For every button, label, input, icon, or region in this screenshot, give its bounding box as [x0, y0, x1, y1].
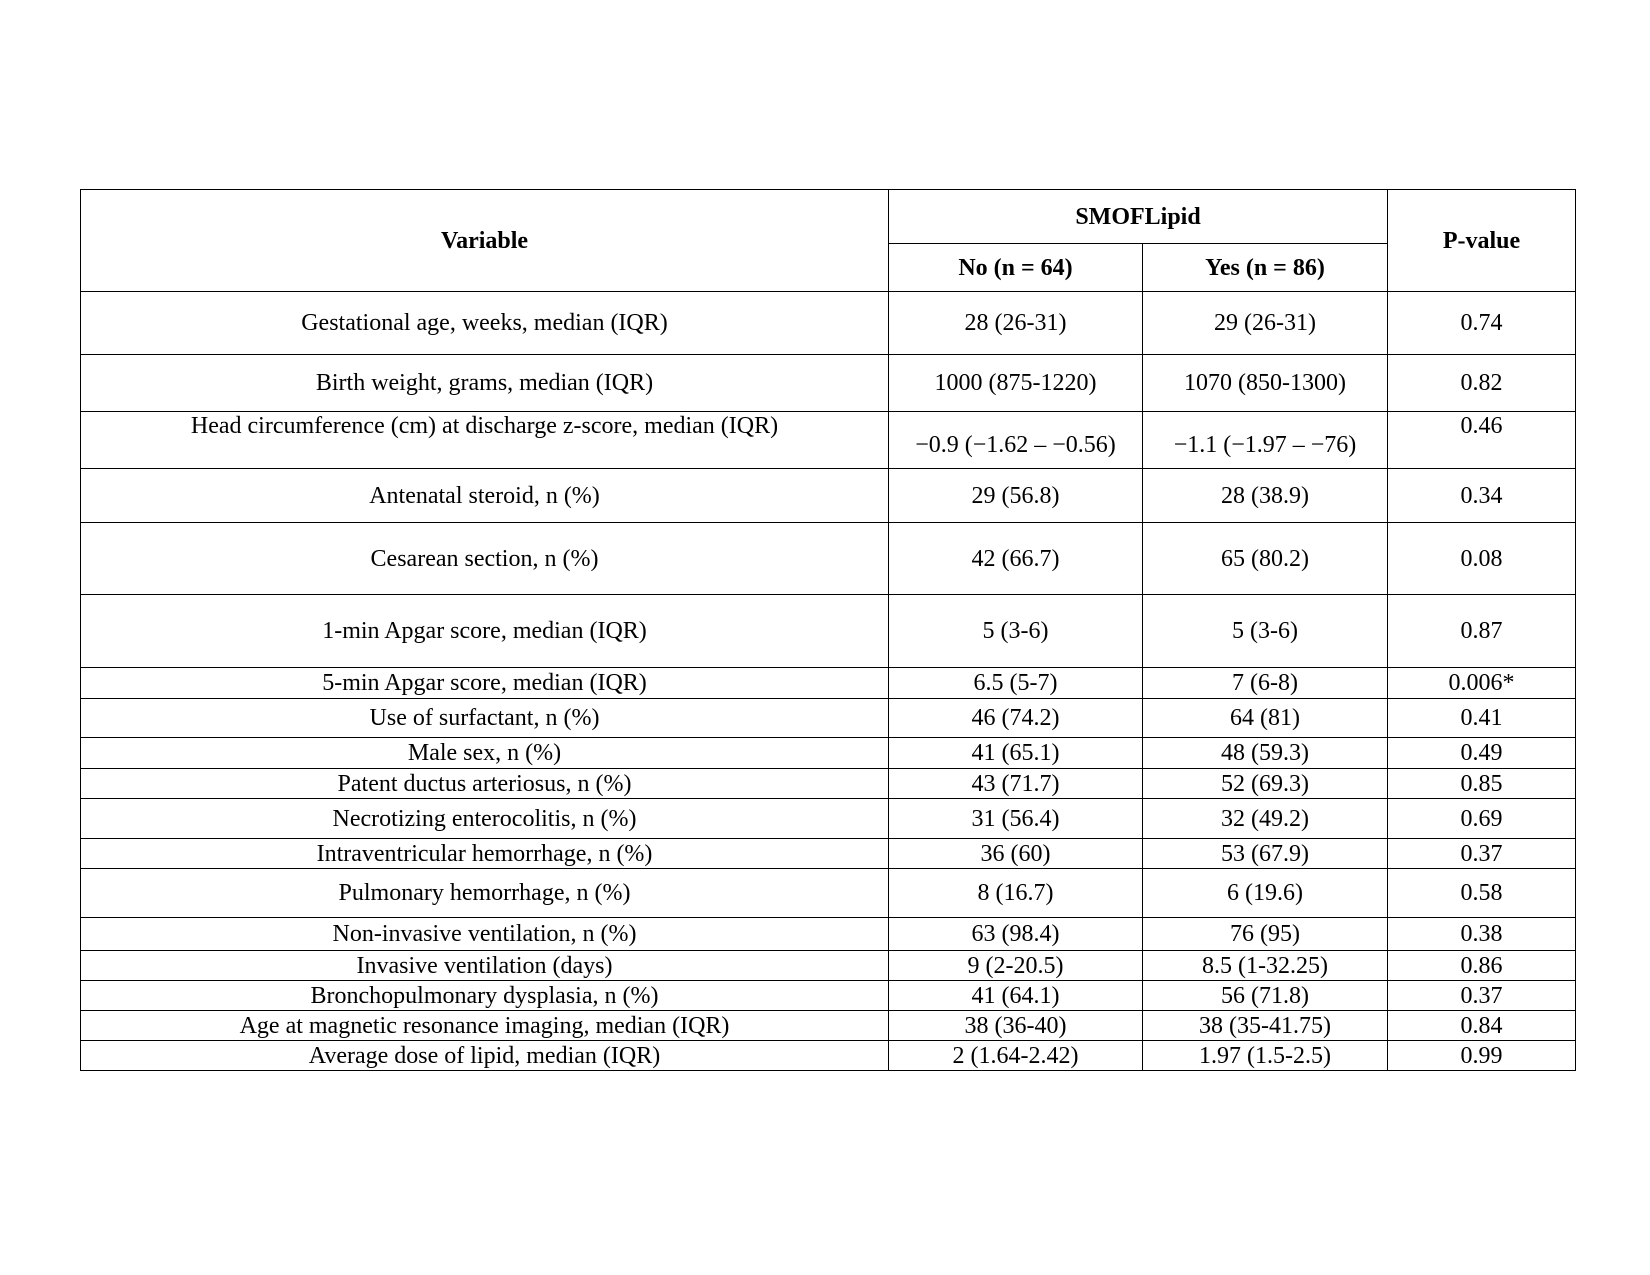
variable-cell: Non-invasive ventilation, n (%): [81, 918, 889, 951]
variable-cell: Intraventricular hemorrhage, n (%): [81, 839, 889, 869]
variable-cell: Cesarean section, n (%): [81, 523, 889, 595]
no-cell: 36 (60): [889, 839, 1143, 869]
yes-cell: 8.5 (1-32.25): [1143, 951, 1388, 981]
pvalue-cell: 0.86: [1388, 951, 1576, 981]
variable-cell: Male sex, n (%): [81, 738, 889, 769]
no-cell: 1000 (875-1220): [889, 355, 1143, 412]
no-cell: 2 (1.64-2.42): [889, 1041, 1143, 1071]
table-row: [81, 918, 1576, 951]
variable-cell: Patent ductus arteriosus, n (%): [81, 769, 889, 799]
variable-cell: Head circumference (cm) at discharge z-score, median (IQR): [81, 412, 889, 469]
variable-cell: Average dose of lipid, median (IQR): [81, 1041, 889, 1071]
characteristics-table: [80, 189, 1576, 1071]
no-cell: −0.9 (−1.62 – −0.56): [889, 412, 1143, 469]
pvalue-cell: 0.84: [1388, 1011, 1576, 1041]
yes-cell: 1070 (850-1300): [1143, 355, 1388, 412]
pvalue-cell: 0.58: [1388, 869, 1576, 918]
pvalue-cell: 0.37: [1388, 981, 1576, 1011]
table-row: [81, 738, 1576, 769]
no-cell: 8 (16.7): [889, 869, 1143, 918]
pvalue-cell: 0.74: [1388, 292, 1576, 355]
pvalue-cell: 0.34: [1388, 469, 1576, 523]
variable-cell: Bronchopulmonary dysplasia, n (%): [81, 981, 889, 1011]
variable-cell: 1-min Apgar score, median (IQR): [81, 595, 889, 668]
no-cell: 41 (64.1): [889, 981, 1143, 1011]
variable-cell: Antenatal steroid, n (%): [81, 469, 889, 523]
table-row: [81, 951, 1576, 981]
pvalue-cell: 0.49: [1388, 738, 1576, 769]
header-no: No (n = 64): [889, 244, 1143, 292]
pvalue-cell: 0.99: [1388, 1041, 1576, 1071]
yes-cell: 48 (59.3): [1143, 738, 1388, 769]
variable-cell: Gestational age, weeks, median (IQR): [81, 292, 889, 355]
variable-cell: Necrotizing enterocolitis, n (%): [81, 799, 889, 839]
yes-cell: 64 (81): [1143, 699, 1388, 738]
table-row: [81, 1041, 1576, 1071]
pvalue-cell: 0.37: [1388, 839, 1576, 869]
header-variable: Variable: [81, 190, 889, 292]
no-cell: 41 (65.1): [889, 738, 1143, 769]
header-yes: Yes (n = 86): [1143, 244, 1388, 292]
variable-cell: Invasive ventilation (days): [81, 951, 889, 981]
yes-cell: 65 (80.2): [1143, 523, 1388, 595]
pvalue-cell: 0.69: [1388, 799, 1576, 839]
yes-cell: −1.1 (−1.97 – −76): [1143, 412, 1388, 469]
no-cell: 29 (56.8): [889, 469, 1143, 523]
yes-cell: 1.97 (1.5-2.5): [1143, 1041, 1388, 1071]
yes-cell: 52 (69.3): [1143, 769, 1388, 799]
no-cell: 31 (56.4): [889, 799, 1143, 839]
variable-cell: 5-min Apgar score, median (IQR): [81, 668, 889, 699]
table-row: [81, 469, 1576, 523]
no-cell: 28 (26-31): [889, 292, 1143, 355]
table-row: [81, 799, 1576, 839]
yes-cell: 5 (3-6): [1143, 595, 1388, 668]
yes-cell: 29 (26-31): [1143, 292, 1388, 355]
no-cell: 5 (3-6): [889, 595, 1143, 668]
yes-cell: 32 (49.2): [1143, 799, 1388, 839]
yes-cell: 53 (67.9): [1143, 839, 1388, 869]
yes-cell: 6 (19.6): [1143, 869, 1388, 918]
yes-cell: 7 (6-8): [1143, 668, 1388, 699]
header-smoflipid: SMOFLipid: [889, 190, 1388, 244]
yes-cell: 56 (71.8): [1143, 981, 1388, 1011]
variable-cell: Age at magnetic resonance imaging, median (IQR): [81, 1011, 889, 1041]
pvalue-cell: 0.82: [1388, 355, 1576, 412]
yes-cell: 28 (38.9): [1143, 469, 1388, 523]
pvalue-cell: 0.38: [1388, 918, 1576, 951]
no-cell: 63 (98.4): [889, 918, 1143, 951]
header-pvalue: P-value: [1388, 190, 1576, 292]
table-header: [81, 190, 1576, 292]
table-row: [81, 355, 1576, 412]
variable-cell: Birth weight, grams, median (IQR): [81, 355, 889, 412]
table-row: [81, 869, 1576, 918]
no-cell: 6.5 (5-7): [889, 668, 1143, 699]
no-cell: 43 (71.7): [889, 769, 1143, 799]
no-cell: 38 (36-40): [889, 1011, 1143, 1041]
table-row: [81, 523, 1576, 595]
no-cell: 42 (66.7): [889, 523, 1143, 595]
table-row: [81, 1011, 1576, 1041]
pvalue-cell: 0.46: [1388, 412, 1576, 469]
no-cell: 9 (2-20.5): [889, 951, 1143, 981]
variable-cell: Pulmonary hemorrhage, n (%): [81, 869, 889, 918]
table-row: [81, 839, 1576, 869]
yes-cell: 76 (95): [1143, 918, 1388, 951]
table-row: [81, 292, 1576, 355]
yes-cell: 38 (35-41.75): [1143, 1011, 1388, 1041]
table-body: [81, 292, 1576, 1071]
pvalue-cell: 0.08: [1388, 523, 1576, 595]
table-row: [81, 769, 1576, 799]
table-row: [81, 981, 1576, 1011]
table-row: [81, 668, 1576, 699]
table-row: [81, 699, 1576, 738]
pvalue-cell-significant: 0.006*: [1388, 668, 1576, 699]
variable-cell: Use of surfactant, n (%): [81, 699, 889, 738]
table-row: [81, 595, 1576, 668]
no-cell: 46 (74.2): [889, 699, 1143, 738]
pvalue-cell: 0.85: [1388, 769, 1576, 799]
pvalue-cell: 0.41: [1388, 699, 1576, 738]
pvalue-cell: 0.87: [1388, 595, 1576, 668]
table-row: [81, 412, 1576, 469]
